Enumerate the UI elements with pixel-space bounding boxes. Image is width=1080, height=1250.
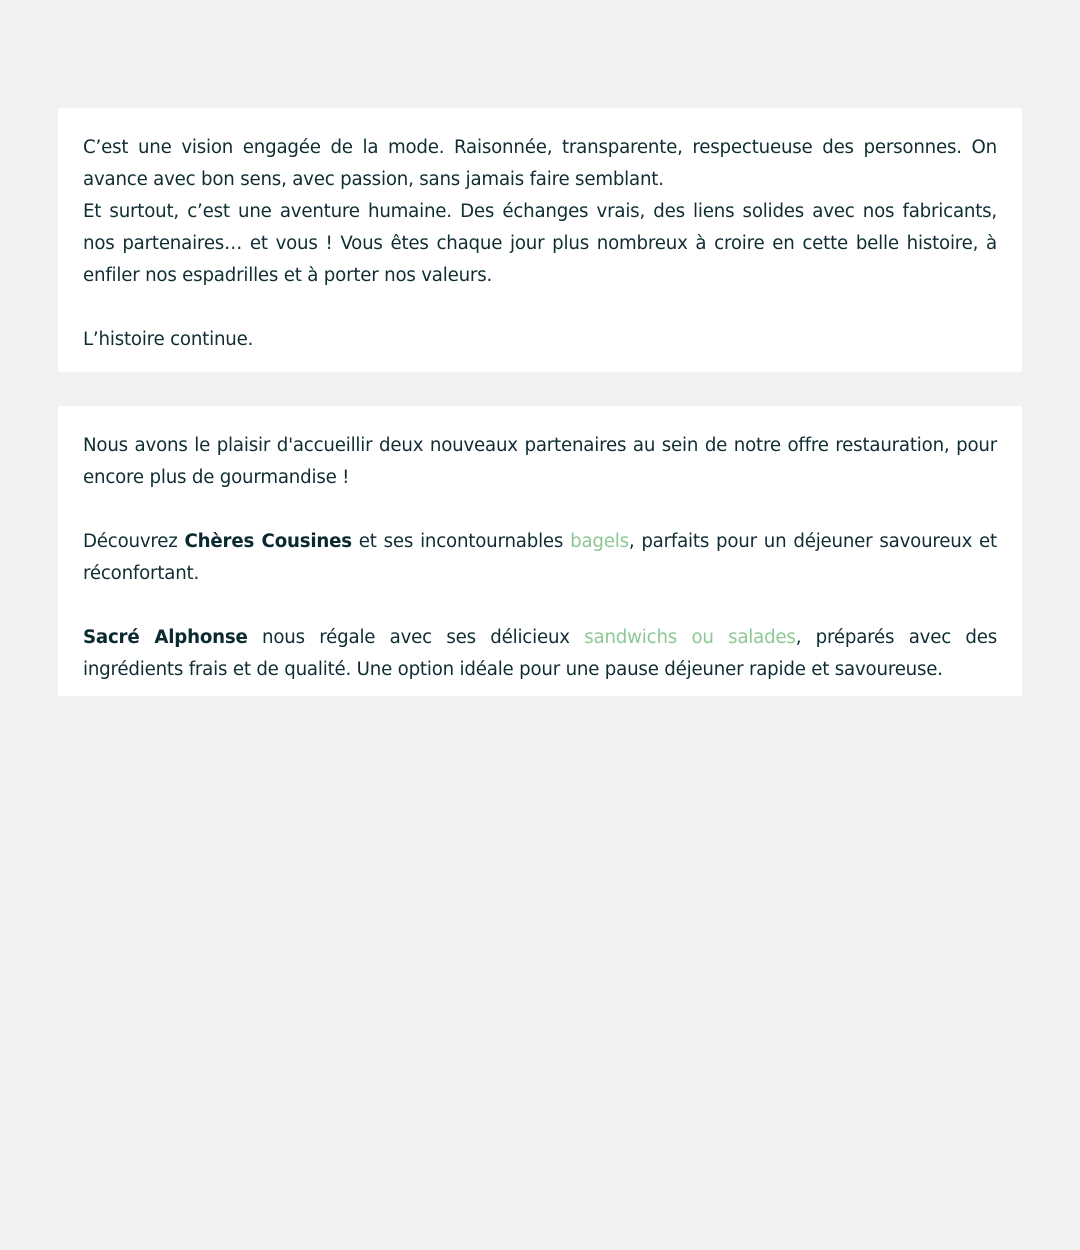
partner-cheres-cousines xyxy=(83,526,997,590)
partners-card xyxy=(58,406,1022,696)
alphonse-suffix: , préparés avec des ingrédients frais et de qualité. Une option idéale pour une pause déjeuner rapide et savoureuse. xyxy=(83,627,997,680)
cousines-middle: et ses incontournables xyxy=(351,531,571,552)
alphonse-name: Sacré Alphonse xyxy=(83,627,248,648)
story-paragraph-continue: L’histoire continue. xyxy=(83,329,254,350)
cousines-prefix: Découvrez xyxy=(83,531,185,552)
story-paragraph-adventure: Et surtout, c’est une aventure humaine. Des échanges vrais, des liens solides avec nos fabricants, nos partenaires… et vous ! Vous êtes chaque jour plus nombreux à croire en cette belle histoire, à enfiler nos espadrilles et à porter nos valeurs. xyxy=(83,201,997,286)
sandwichs-salades-link[interactable]: sandwichs ou salades xyxy=(584,627,796,648)
spacer xyxy=(83,494,997,526)
cousines-suffix: , parfaits pour un déjeuner savoureux et réconfortant. xyxy=(83,531,997,584)
spacer xyxy=(83,292,997,324)
cousines-name: Chères Cousines xyxy=(184,531,352,552)
partner-sacre-alphonse xyxy=(83,622,997,686)
story-card xyxy=(58,108,1022,372)
bagels-link[interactable]: bagels xyxy=(570,531,629,552)
spacer xyxy=(83,590,997,622)
story-paragraph-vision: C’est une vision engagée de la mode. Raisonnée, transparente, respectueuse des personnes. On avance avec bon sens, avec passion, sans jamais faire semblant. xyxy=(83,137,997,190)
partners-intro: Nous avons le plaisir d'accueillir deux nouveaux partenaires au sein de notre offre restauration, pour encore plus de gourmandise ! xyxy=(83,435,997,488)
alphonse-middle: nous régale avec ses délicieux xyxy=(247,627,585,648)
